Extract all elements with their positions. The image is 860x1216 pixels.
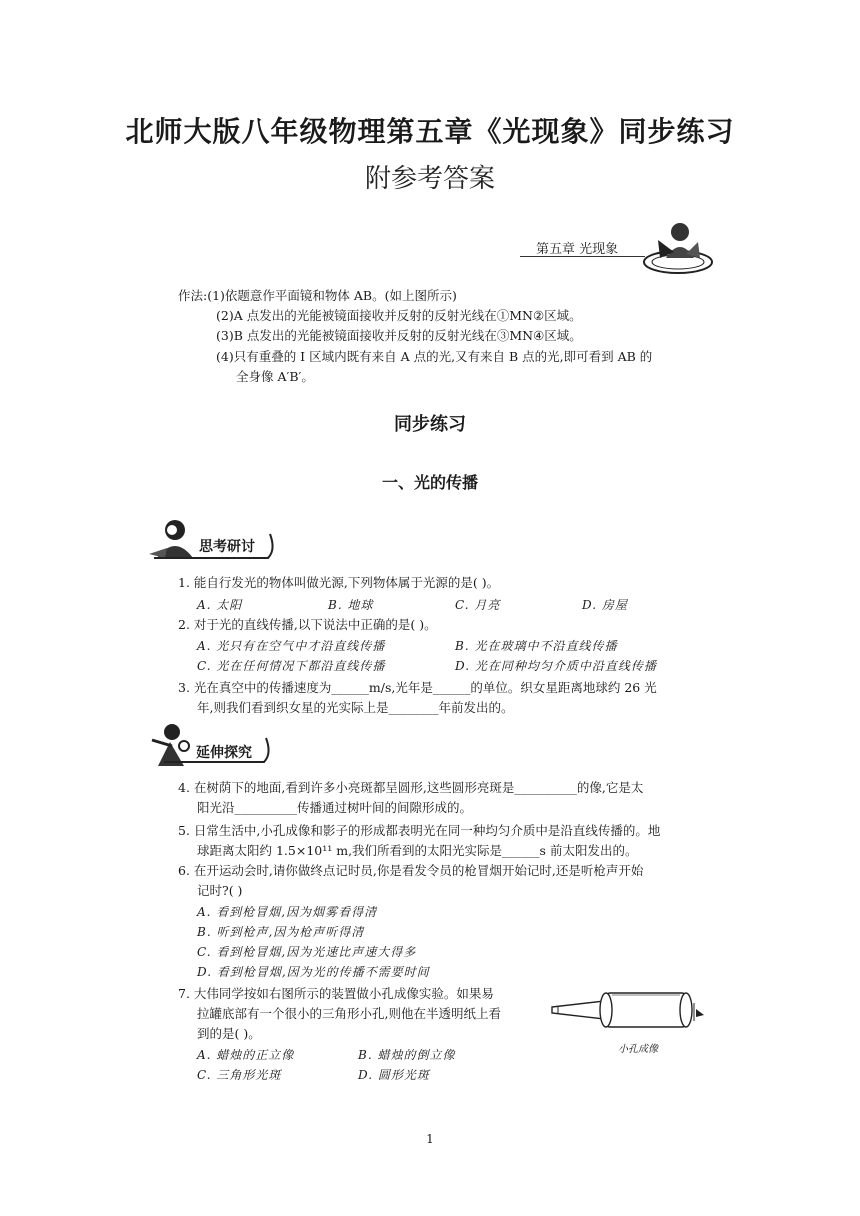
figure-caption: 小孔成像	[618, 1044, 658, 1055]
q1-stem: 1. 能自行发光的物体叫做光源,下列物体属于光源的是( )。	[178, 575, 500, 590]
q6-line-2: 记时?( )	[197, 883, 243, 898]
q6-line-1: 6. 在开运动会时,请你做终点记时员,你是看发令员的枪冒烟开始记时,还是听枪声开始	[178, 863, 644, 878]
q1-option-d: D. 房屋	[582, 598, 628, 612]
method-line-4: (4)只有重叠的 I 区域内既有来自 A 点的光,又有来自 B 点的光,即可看到 AB 的	[216, 349, 653, 364]
section-heading: 同步练习	[394, 414, 466, 435]
q6-option-a: A. 看到枪冒烟,因为烟雾看得清	[197, 905, 378, 919]
method-line-1: 作法:(1)依题意作平面镜和物体 AB。(如上图所示)	[178, 288, 457, 303]
q7-option-a: A. 蜡烛的正立像	[197, 1048, 295, 1062]
badge-think-frame	[150, 528, 280, 560]
section-subheading: 一、光的传播	[381, 473, 478, 492]
q1-option-a: A. 太阳	[197, 598, 243, 612]
q2-option-b: B. 光在玻璃中不沿直线传播	[455, 639, 618, 653]
chapter-underline	[520, 256, 645, 257]
q2-stem: 2. 对于光的直线传播,以下说法中正确的是( )。	[178, 617, 437, 632]
q7-option-b: B. 蜡烛的倒立像	[358, 1048, 456, 1062]
q5-line-1: 5. 日常生活中,小孔成像和影子的形成都表明光在同一种均匀介质中是沿直线传播的。地	[178, 823, 661, 838]
badge-think: 思考研讨	[199, 539, 255, 555]
q6-option-d: D. 看到枪冒烟,因为光的传播不需要时间	[197, 965, 430, 979]
q3-line-2: 年,则我们看到织女星的光实际上是________年前发出的。	[197, 700, 514, 715]
q4-line-1: 4. 在树荫下的地面,看到许多小亮斑都呈圆形,这些圆形亮斑是__________的像,它是太	[178, 780, 644, 795]
q1-option-b: B. 地球	[328, 598, 374, 612]
badge-extend: 延伸探究	[196, 745, 252, 761]
method-line-3: (3)B 点发出的光能被镜面接收并反射的反射光线在③MN④区域。	[216, 328, 582, 343]
reading-figure-icon	[640, 218, 716, 276]
q1-option-c: C. 月亮	[455, 598, 501, 612]
method-line-5: 全身像 A′B′。	[236, 369, 314, 384]
q5-line-2: 球距离太阳约 1.5×10¹¹ m,我们所看到的太阳光实际是______s 前太阳发出的。	[197, 843, 638, 858]
chapter-label: 第五章 光现象	[536, 242, 619, 257]
q7-option-d: D. 圆形光斑	[358, 1068, 430, 1082]
q4-line-2: 阳光沿__________传播通过树叶间的间隙形成的。	[197, 800, 473, 815]
q3-line-1: 3. 光在真空中的传播速度为______m/s,光年是______的单位。织女星距离地球约 26 光	[178, 680, 657, 695]
document-subtitle: 附参考答案	[364, 164, 495, 194]
method-line-2: (2)A 点发出的光能被镜面接收并反射的反射光线在①MN②区域。	[216, 308, 582, 323]
q7-option-c: C. 三角形光斑	[197, 1068, 282, 1082]
pinhole-camera-figure	[548, 985, 708, 1041]
q2-option-a: A. 光只有在空气中才沿直线传播	[197, 639, 386, 653]
page-number: 1	[426, 1132, 434, 1146]
q2-option-d: D. 光在同种均匀介质中沿直线传播	[455, 659, 657, 673]
q6-option-c: C. 看到枪冒烟,因为光速比声速大得多	[197, 945, 417, 959]
document-title: 北师大版八年级物理第五章《光现象》同步练习	[125, 115, 735, 148]
badge-extend-frame	[160, 732, 280, 764]
q6-option-b: B. 听到枪声,因为枪声听得清	[197, 925, 365, 939]
q2-option-c: C. 光在任何情况下都沿直线传播	[197, 659, 386, 673]
q7-line-3: 到的是( )。	[197, 1026, 261, 1041]
q7-line-2: 拉罐底部有一个很小的三角形小孔,则他在半透明纸上看	[197, 1006, 501, 1021]
q7-line-1: 7. 大伟同学按如右图所示的装置做小孔成像实验。如果易	[178, 986, 494, 1001]
